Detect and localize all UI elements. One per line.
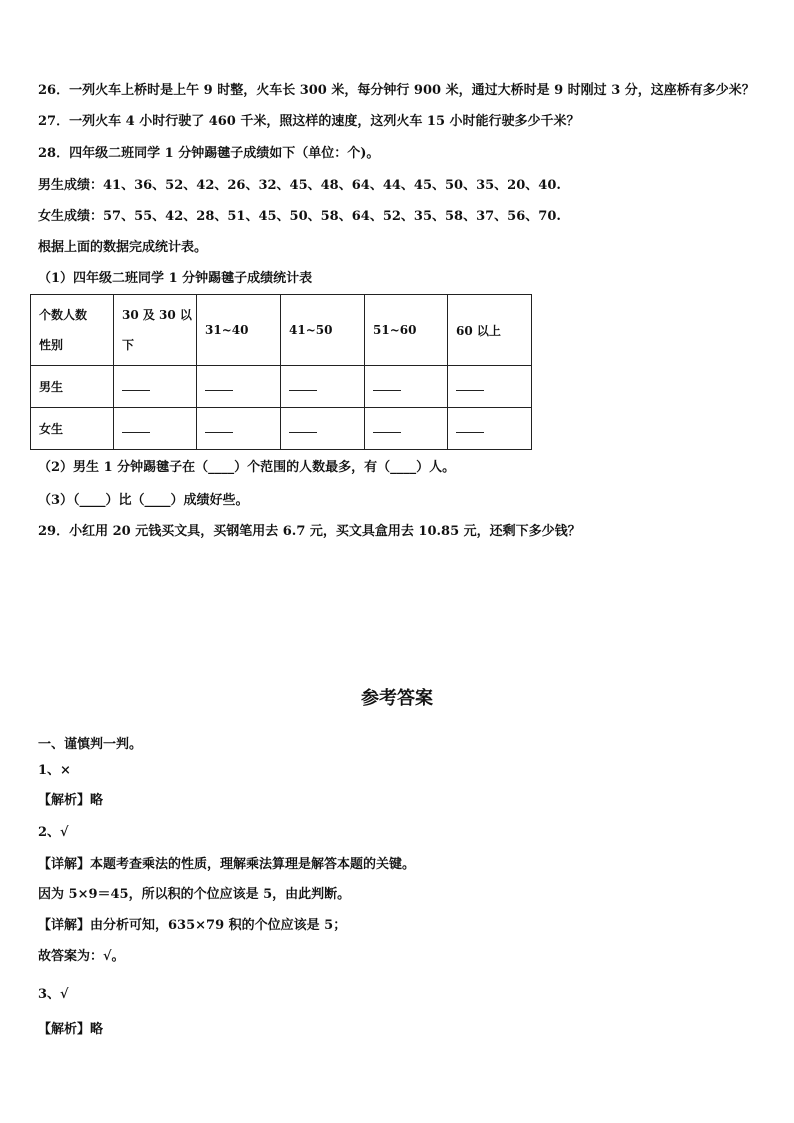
- answer-2-detail: 【详解】本题考查乘法的性质，理解乘法算理是解答本题的关键。: [38, 857, 416, 872]
- table-row: [31, 366, 532, 408]
- col-header-51-60: 51~60: [365, 295, 448, 366]
- corner-bottom-label: 性别: [39, 338, 64, 352]
- answer-3: 3、√: [38, 987, 69, 1002]
- subquestion-2: （2）男生 1 分钟踢毽子在（____）个范围的人数最多，有（____）人。: [38, 460, 456, 475]
- blank-cell[interactable]: [197, 408, 281, 450]
- instruction: 根据上面的数据完成统计表。: [38, 240, 208, 255]
- answer-1-note: 【解析】略: [38, 793, 104, 808]
- blank-cell[interactable]: [281, 366, 365, 408]
- section-heading: 一、谨慎判一判。: [38, 737, 143, 752]
- subquestion-1: （1）四年级二班同学 1 分钟踢毽子成绩统计表: [38, 271, 313, 286]
- answer-3-note: 【解析】略: [38, 1022, 104, 1037]
- blank-cell[interactable]: [114, 366, 197, 408]
- answer-2-conclusion: 故答案为：√。: [38, 949, 125, 964]
- col1-label-a: 30 及 30 以: [122, 308, 192, 322]
- table-header-row: [31, 295, 532, 366]
- question-27: 27．一列火车 4 小时行驶了 460 千米，照这样的速度，这列火车 15 小时能行驶多少千米？: [38, 114, 580, 129]
- blank-cell[interactable]: [448, 366, 532, 408]
- answer-title: 参考答案: [361, 688, 433, 709]
- question-28: 28．四年级二班同学 1 分钟踢毽子成绩如下（单位：个)。: [38, 146, 380, 161]
- question-29: 29．小红用 20 元钱买文具，买钢笔用去 6.7 元，买文具盒用去 10.85 元，还剩下多少钱？: [38, 524, 581, 539]
- col-header-60-above: 60 以上: [448, 295, 532, 366]
- blank-cell[interactable]: [365, 408, 448, 450]
- subquestion-3: （3）（____）比（____）成绩好些。: [38, 493, 249, 508]
- col-header-31-40: 31~40: [197, 295, 281, 366]
- corner-top-label: 个数人数: [39, 308, 88, 322]
- boys-scores: 男生成绩：41、36、52、42、26、32、45、48、64、44、45、50、35、20、40.: [38, 178, 561, 193]
- table-corner-cell: [31, 295, 114, 366]
- girls-scores: 女生成绩：57、55、42、28、51、45、50、58、64、52、35、58、37、56、70.: [38, 209, 561, 224]
- blank-cell[interactable]: [281, 408, 365, 450]
- blank-cell[interactable]: [365, 366, 448, 408]
- stats-table: [30, 294, 532, 450]
- table-row: [31, 408, 532, 450]
- col-header-30-below: [114, 295, 197, 366]
- blank-cell[interactable]: [197, 366, 281, 408]
- answer-2-reason: 因为 5×9＝45，所以积的个位应该是 5，由此判断。: [38, 887, 351, 902]
- question-26: 26．一列火车上桥时是上午 9 时整，火车长 300 米，每分钟行 900 米，通过大桥时是 9 时刚过 3 分，这座桥有多少米？: [38, 83, 755, 98]
- blank-cell[interactable]: [114, 408, 197, 450]
- blank-cell[interactable]: [448, 408, 532, 450]
- row-label-girls: 女生: [31, 408, 114, 450]
- col1-label-b: 下: [122, 338, 135, 352]
- answer-2-detail2: 【详解】由分析可知，635×79 积的个位应该是 5；: [38, 918, 347, 933]
- answer-2: 2、√: [38, 825, 69, 840]
- col-header-41-50: 41~50: [281, 295, 365, 366]
- answer-1: 1、×: [38, 763, 71, 778]
- row-label-boys: 男生: [31, 366, 114, 408]
